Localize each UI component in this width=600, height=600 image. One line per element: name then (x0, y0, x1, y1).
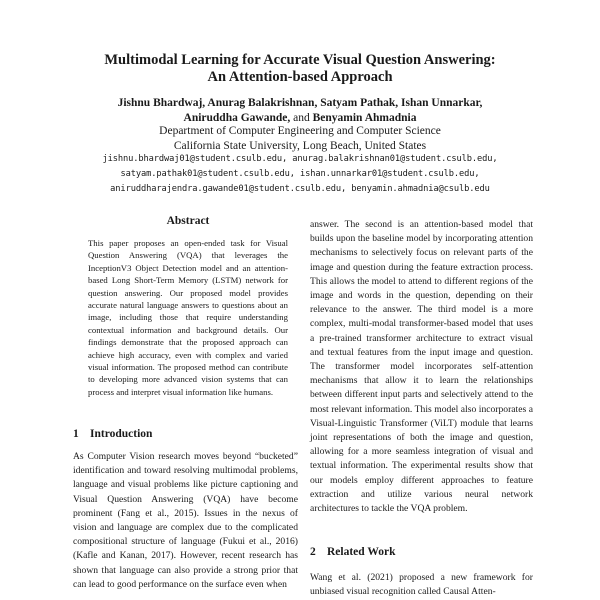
right-column-text: answer. The second is an attention-based model that builds upon the baseline model by incorporating attention mechanisms to selectively focus on relevant parts of the image and question during the feature extraction process. This allows the model to attend to different regions of the image and words in the question, depending on their relevance to the answer. The third model is a more complex, multi-modal transformer-based model that uses a pre-trained transformer architecture to extract visual and textual features from the input image and question. The transformer model incorporates self-attention mechanisms that allow it to learn the relationships between different input parts and selectively attend to the most relevant information. This model also incorporates a Visual-Linguistic Transformer (ViLT) module that learns joint representations of both the image and question, allowing for a more seamless integration of visual and textual information. The experimental results show that our models employ different approaches to feature extraction and utilize various neural network architectures to tackle the VQA problem. (310, 219, 533, 515)
author-gawande: Aniruddha Gawande, (183, 112, 291, 124)
authors-and: and (293, 112, 310, 124)
affiliation-department: Department of Computer Engineering and Computer Science (159, 125, 441, 137)
abstract-heading: Abstract (166, 215, 210, 227)
section-title: Introduction (90, 428, 153, 440)
related-work-text: Wang et al. (2021) proposed a new framework for unbiased visual recognition called Causal Atten- (310, 572, 533, 598)
author-ahmadnia: Benyamin Ahmadnia (312, 112, 417, 124)
introduction-text: As Computer Vision research moves beyond “bucketed” identification and toward resolving multimodal problems, language and visual problems like picture captioning and Visual Question Answering (VQA) have become prominent (Fang et al., 2015). Issues in the nexus of vision and language are complex due to the complicated compositional structure of language (Fukui et al., 2016) (Kafle and Kanan, 2017). However, recent research has shown that language can also provide a strong prior that can lead to good performance on the surface even when (73, 451, 298, 590)
section-number: 1 (73, 428, 79, 440)
section-heading-introduction (73, 428, 303, 440)
email-line: satyam.pathak01@student.csulb.edu, ishan.unnarkar01@student.csulb.edu, (120, 169, 480, 179)
email-line: aniruddharajendra.gawande01@student.csulb.edu, benyamin.ahmadnia@csulb.edu (110, 184, 490, 194)
authors-line-1: Jishnu Bhardwaj, Anurag Balakrishnan, Satyam Pathak, Ishan Unnarkar, (117, 97, 483, 109)
email-list (30, 152, 570, 197)
title-line-2: An Attention-based Approach (207, 69, 393, 85)
affiliation (40, 124, 560, 153)
section-heading-related-work (310, 546, 533, 558)
paper-title (40, 52, 560, 86)
abstract-text: This paper proposes an open-ended task for Visual Question Answering (VQA) that leverages the InceptionV3 Object Detection model and an attention-based Long Short-Term Memory (LSTM) network for question answering. Our proposed model provides accurate natural language answers to questions about an image, including those that require understanding contextual information and background details. Our findings demonstrate that the proposed approach can achieve high accuracy, even with complex and varied visual information. The proposed method can contribute to developing more advanced vision systems that can process and interpret visual information like humans. (88, 238, 288, 397)
author-list (40, 96, 560, 126)
email-line: jishnu.bhardwaj01@student.csulb.edu, anurag.balakrishnan01@student.csulb.edu, (102, 154, 498, 164)
title-line-1: Multimodal Learning for Accurate Visual Question Answering: (104, 52, 496, 68)
affiliation-university: California State University, Long Beach, United States (173, 139, 427, 152)
section-title: Related Work (327, 546, 396, 558)
section-number: 2 (310, 546, 316, 558)
